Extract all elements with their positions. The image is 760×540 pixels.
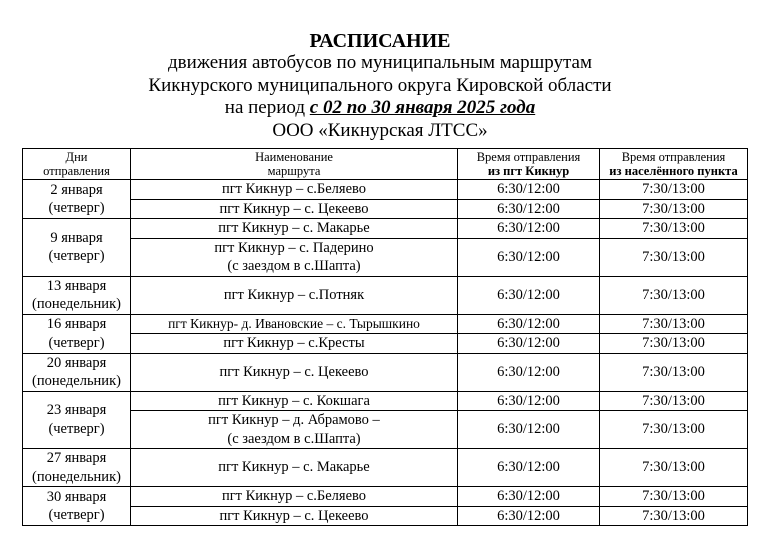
day-cell: [23, 487, 131, 526]
column-header-route-l1: Наименование: [255, 150, 333, 164]
route-cell: [131, 334, 458, 354]
day-date: 13 января: [46, 277, 107, 294]
route-cell: [131, 219, 458, 239]
route-name: пгт Кикнур – с.Потняк: [223, 286, 365, 303]
day-date: 23 января: [46, 402, 107, 419]
route-note: (с заездом в с.Шапта): [227, 258, 361, 274]
column-header-departure: [458, 149, 600, 180]
day-weekday: (четверг): [48, 420, 105, 437]
return-time-cell: 7:30/13:00: [600, 506, 748, 526]
route-cell: [131, 506, 458, 526]
subtitle-line-1: движения автобусов по муниципальным маршрутам: [168, 52, 592, 73]
day-weekday: (понедельник): [32, 296, 121, 312]
table-row: [23, 180, 748, 200]
return-time-cell: 7:30/13:00: [600, 199, 748, 219]
table-row: [23, 506, 748, 526]
table-row: [23, 353, 748, 391]
schedule-table: [22, 148, 748, 526]
return-time-cell: 7:30/13:00: [600, 238, 748, 276]
day-weekday: (четверг): [48, 507, 105, 523]
table-row: [23, 276, 748, 314]
departure-time-cell: 6:30/12:00: [458, 219, 600, 239]
period-range: с 02 по 30 января 2025 года: [309, 97, 536, 118]
route-cell: [131, 314, 458, 334]
column-header-days-l2: отправления: [43, 164, 110, 178]
route-name: пгт Кикнур – с. Падерино: [214, 239, 374, 256]
route-name: пгт Кикнур – с. Цекеево: [219, 200, 369, 217]
departure-time-cell: 6:30/12:00: [458, 276, 600, 314]
return-time-cell: 7:30/13:00: [600, 449, 748, 487]
table-row: [23, 334, 748, 354]
return-time-cell: 7:30/13:00: [600, 276, 748, 314]
departure-time-cell: 6:30/12:00: [458, 199, 600, 219]
day-weekday: (четверг): [48, 334, 105, 351]
return-time-cell: 7:30/13:00: [600, 314, 748, 334]
column-header-days-l1: Дни: [65, 150, 88, 164]
departure-time-cell: 6:30/12:00: [458, 180, 600, 200]
column-header-route-l2: маршрута: [267, 164, 321, 178]
column-header-return-l2: из населённого пункта: [609, 164, 738, 178]
route-name: пгт Кикнур – с. Цекеево: [219, 363, 369, 380]
table-row: [23, 449, 748, 487]
day-weekday: (четверг): [48, 200, 105, 216]
day-date: 27 января: [46, 450, 107, 466]
route-cell: [131, 411, 458, 449]
departure-time-cell: 6:30/12:00: [458, 238, 600, 276]
organization-name: ООО «Кикнурская ЛТСС»: [272, 119, 488, 141]
route-cell: [131, 391, 458, 411]
route-cell: [131, 487, 458, 507]
column-header-departure-l2: из пгт Кикнур: [487, 164, 570, 178]
departure-time-cell: 6:30/12:00: [458, 411, 600, 449]
route-name: пгт Кикнур – с. Макарье: [218, 220, 370, 236]
day-cell: [23, 219, 131, 277]
day-cell: [23, 391, 131, 449]
day-cell: [23, 180, 131, 219]
return-time-cell: 7:30/13:00: [600, 334, 748, 354]
return-time-cell: 7:30/13:00: [600, 411, 748, 449]
day-cell: [23, 449, 131, 487]
route-name: пгт Кикнур – с.Беляево: [221, 181, 367, 197]
route-name: пгт Кикнур- д. Ивановские – с. Тырышкино: [168, 315, 420, 331]
column-header-days: [23, 149, 131, 180]
document-header: [0, 30, 760, 142]
return-time-cell: 7:30/13:00: [600, 180, 748, 200]
table-row: [23, 391, 748, 411]
column-header-departure-l1: Время отправления: [476, 150, 581, 164]
subtitle-line-2: Кикнурского муниципального округа Кировской области: [148, 74, 612, 96]
route-name: пгт Кикнур – с. Кокшага: [218, 392, 370, 409]
day-cell: [23, 314, 131, 353]
route-cell: [131, 180, 458, 200]
day-weekday: (понедельник): [32, 373, 121, 389]
table-header-row: [23, 149, 748, 180]
route-cell: [131, 449, 458, 487]
route-cell: [131, 353, 458, 391]
return-time-cell: 7:30/13:00: [600, 353, 748, 391]
departure-time-cell: 6:30/12:00: [458, 353, 600, 391]
departure-time-cell: 6:30/12:00: [458, 334, 600, 354]
departure-time-cell: 6:30/12:00: [458, 487, 600, 507]
return-time-cell: 7:30/13:00: [600, 487, 748, 507]
departure-time-cell: 6:30/12:00: [458, 391, 600, 411]
period-prefix: на период: [224, 97, 310, 118]
column-header-return: [600, 149, 748, 180]
departure-time-cell: 6:30/12:00: [458, 449, 600, 487]
column-header-return-l1: Время отправления: [621, 150, 726, 164]
day-cell: [23, 353, 131, 391]
table-row: [23, 219, 748, 239]
day-date: 2 января: [50, 181, 103, 198]
route-cell: [131, 238, 458, 276]
document-title: РАСПИСАНИЕ: [309, 30, 451, 52]
route-name: пгт Кикнур – с. Макарье: [218, 459, 370, 476]
route-cell: [131, 199, 458, 219]
table-row: [23, 199, 748, 219]
route-name: пгт Кикнур – с.Кресты: [223, 335, 365, 351]
day-cell: [23, 276, 131, 314]
departure-time-cell: 6:30/12:00: [458, 506, 600, 526]
day-weekday: (четверг): [48, 248, 105, 265]
departure-time-cell: 6:30/12:00: [458, 314, 600, 334]
day-date: 16 января: [46, 316, 107, 332]
route-name: пгт Кикнур – с.Беляево: [221, 488, 367, 504]
route-cell: [131, 276, 458, 314]
route-name: пгт Кикнур – д. Абрамово –: [208, 412, 380, 428]
day-date: 30 января: [46, 488, 107, 505]
column-header-route: [131, 149, 458, 180]
table-row: [23, 314, 748, 334]
table-row: [23, 238, 748, 276]
period-line: [0, 97, 760, 120]
route-name: пгт Кикнур – с. Цекеево: [219, 507, 369, 524]
return-time-cell: 7:30/13:00: [600, 391, 748, 411]
schedule-body: [23, 180, 748, 526]
route-note: (с заездом в с.Шапта): [227, 430, 361, 447]
day-date: 20 января: [46, 354, 107, 371]
table-row: [23, 487, 748, 507]
return-time-cell: 7:30/13:00: [600, 219, 748, 239]
day-date: 9 января: [50, 229, 103, 246]
table-row: [23, 411, 748, 449]
day-weekday: (понедельник): [32, 468, 121, 485]
